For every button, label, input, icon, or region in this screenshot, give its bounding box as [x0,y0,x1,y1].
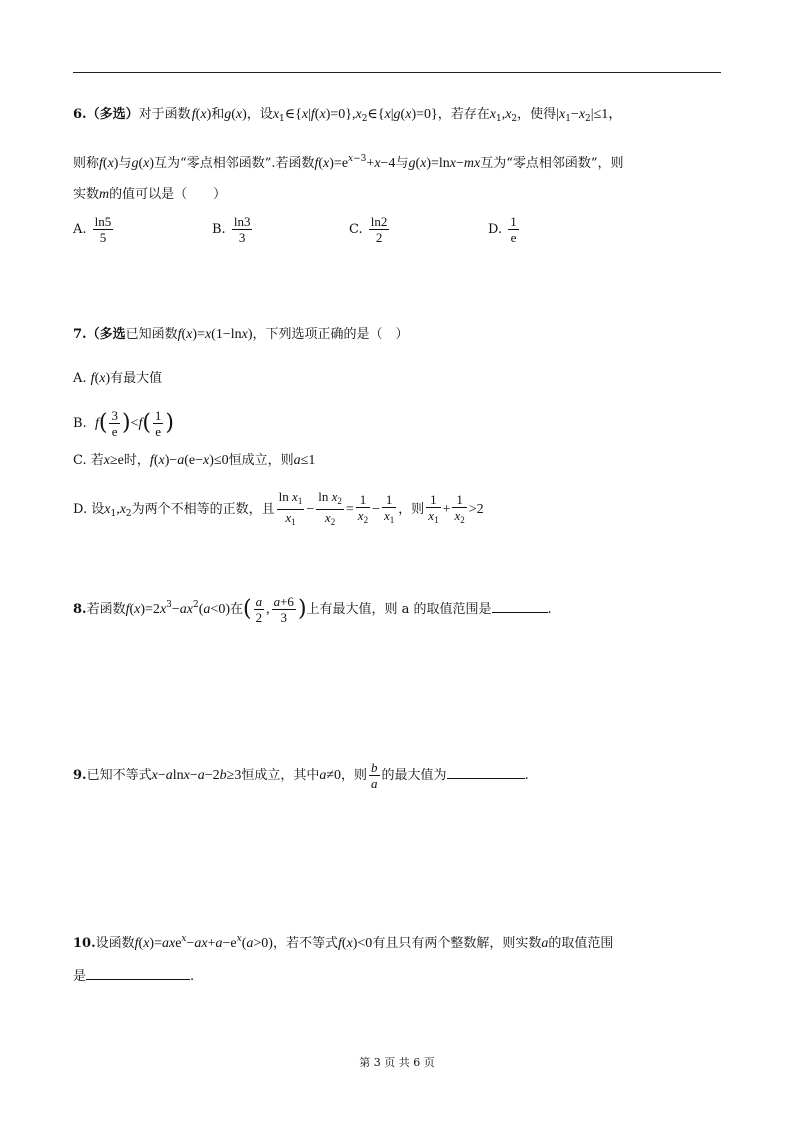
q7-option-a: A. f(x)有最大值 [73,371,163,386]
q6-option-a: A. $\frac{\ln 5}{5}$ [73,214,112,245]
q6-line-3: 实数m的值可以是（ ） [73,187,227,202]
q10-answer-blank[interactable] [86,967,190,980]
q6-line-2: 则称f(x)与g(x)互为“零点相邻函数”.若函数$f(x)=e^{x-3}+x-4$与g(x)=lnx−mx互为“零点相邻函数”，则 [73,154,624,171]
q9-stem: 9.已知不等式x−alnx−a−2b≥3恒成立，其中a≠0，则 $\frac{b}{a}$ 的最大值为 . [73,760,529,791]
q6-option-d: D. $\frac{1}{e}$ [488,214,517,245]
q7-option-d: D. 设$x_1,x_2$为两个不相等的正数，且 $\frac{\ln x_1}{x_1}$ − $\frac{\ln x_2}{x_2}$ = $\frac{1}{x_2}$ − $\frac{1}{x_1}$ ，则 $\frac{1}{x_1}$ + $\frac{1}{x_2}$ >2 [73,489,484,530]
q8-answer-blank[interactable] [492,600,548,613]
q6-line-1: 6.（多选）对于函数 f(x)和g(x)，设$x_1\in\{x|f(x)=0\},x_2\in\{x|g(x)=0\}$，若存在$x_1,x_2$，使得$|x_1-x_2|\le 1$， [73,107,623,124]
q7-number: 7. [73,327,87,342]
q7-option-c: C. 若x≥e时，f(x)−a(e−x)≤0恒成立，则a≤1 [73,453,316,468]
q6-tag: （多选） [86,107,139,122]
header-rule [73,72,721,73]
q8-stem: 8.若函数$f(x)=2x^3-ax^2(a<0)$在( $\frac{a}{2}$ , $\frac{a+6}{3}$ )上有最大值，则 a 的取值范围是 . [73,594,552,625]
q7-stem: 7.（多选已知函数f(x)=x(1−lnx)，下列选项正确的是（ ） [73,327,409,342]
q10-number: 10. [73,936,96,951]
q6-option-b: B. $\frac{\ln 3}{3}$ [212,214,251,245]
q9-answer-blank[interactable] [447,766,525,779]
page-footer: 第 3 页 共 6 页 [359,1056,435,1069]
q10-line-2: 是 . [73,969,195,984]
q7-option-b: B. f( $\frac{3}{e}$ )<f( $\frac{1}{e}$ ) [73,408,175,439]
q6-option-c: C. $\frac{\ln 2}{2}$ [349,214,388,245]
q10-line-1: 10.设函数$f(x)=axe^x-ax+a-e^x(a>0)$，若不等式f(x)<0有且只有两个整数解，则实数a的取值范围 [73,934,614,951]
q6-number: 6. [73,107,87,122]
q8-number: 8. [73,602,87,617]
q9-number: 9. [73,768,87,783]
